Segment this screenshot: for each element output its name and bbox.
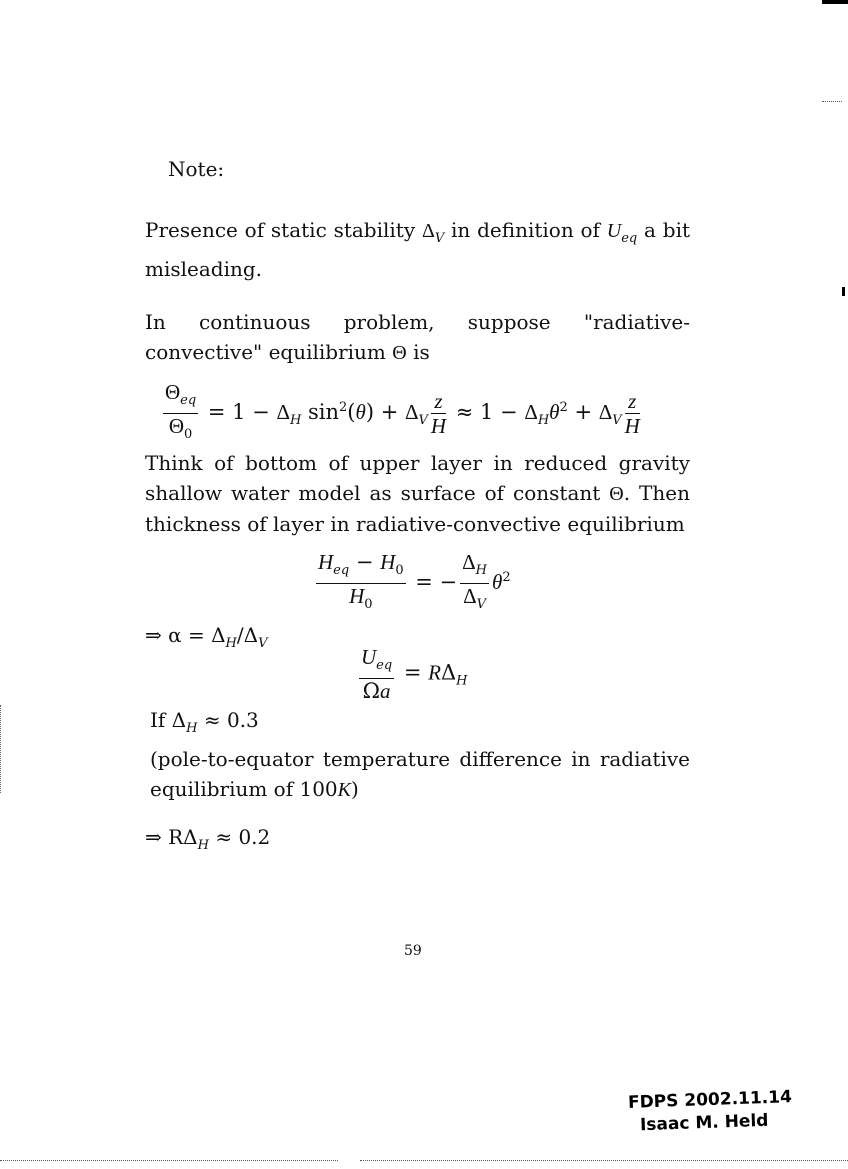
- scan-dots-top-right: [822, 101, 842, 102]
- scan-mark-top-right: [822, 0, 848, 4]
- implies-RDelta: ⇒ $R\Delta_H \approx 0.2$: [145, 825, 271, 853]
- signature-name: Isaac M. Held: [639, 1110, 769, 1136]
- scan-mark-right: [842, 287, 845, 296]
- signature-date: FDPS 2002.11.14: [627, 1087, 793, 1113]
- scan-dots-bottom-left: [0, 1160, 338, 1161]
- paragraph-continuous-problem: In continuous problem, suppose "radiative-convective" equilibrium Θ is: [145, 310, 690, 364]
- implies-alpha: ⇒ $\alpha = \Delta_H/\Delta_V$: [145, 623, 268, 651]
- equation-thickness: $\frac{H_{eq} - H_0}{H_0}$ = − $\frac{\Delta_H}{\Delta_V}$ $\theta^2$: [318, 550, 511, 612]
- scan-line-left: [0, 705, 2, 793]
- page-number: 59: [404, 943, 422, 959]
- equation-Ueq: $\frac{U_{eq}}{\Omega a}$ = $R\Delta_H$: [361, 645, 468, 703]
- paragraph-reduced-gravity: Think of bottom of upper layer in reduced gravity shallow water model as surface of constant Θ. Then thickness of layer in radiative-convective equilibrium: [145, 451, 690, 536]
- note-label: Note:: [168, 157, 225, 181]
- paragraph-if-delta: If $\Delta_H \approx 0.3$ (pole-to-equator temperature difference in radiative equilibrium of 100K): [150, 708, 690, 801]
- equation-radiative-equilibrium: $\frac{\Theta_{eq}}{\Theta_0}$ = $1 - \Delta_H$ $\sin^2(\theta) + \Delta_V$ $\frac{z}{H}$ ≈ $1 - \Delta_H\theta^2 + \Delta_V$ $\frac{z}{H}$: [165, 380, 640, 442]
- paragraph-static-stability: Presence of static stability $\Delta_V$ in definition of $U_{eq}$ a bit misleading.: [145, 218, 691, 281]
- scan-dots-bottom-right: [360, 1160, 848, 1161]
